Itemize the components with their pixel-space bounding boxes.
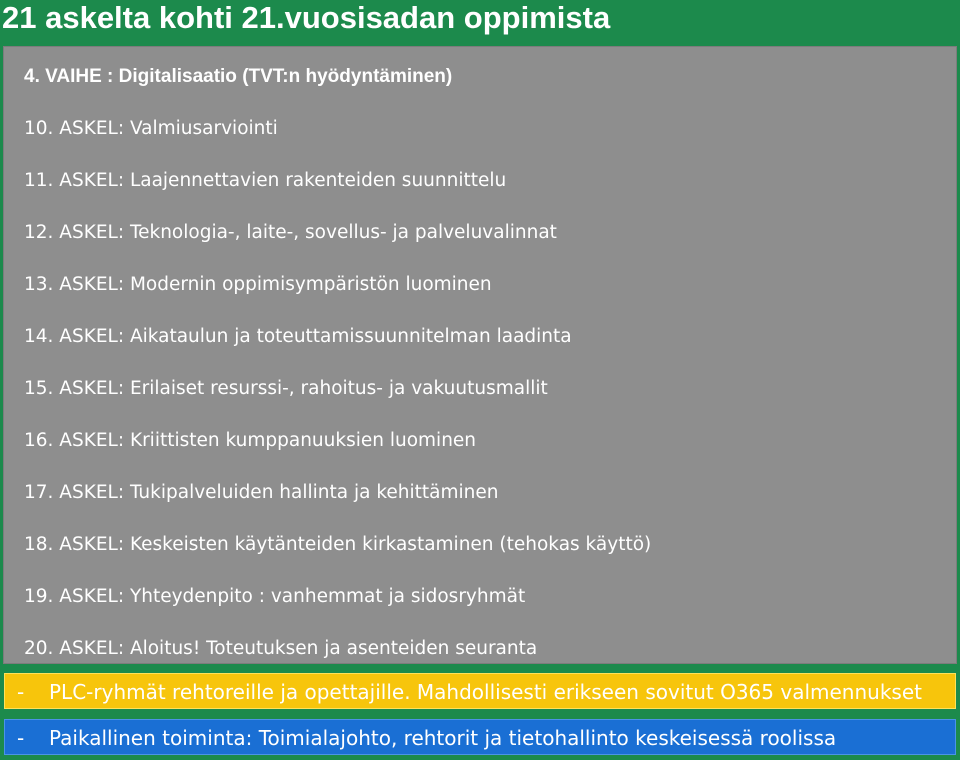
plc-training-bar: [4, 673, 956, 709]
slide-title: 21 askelta kohti 21.vuosisadan oppimista: [2, 0, 611, 35]
step-item-14: 14. ASKEL: Aikataulun ja toteuttamissuunnitelman laadinta: [24, 326, 572, 347]
local-action-text: Paikallinen toiminta: Toimialajohto, rehtorit ja tietohallinto keskeisessä roolissa: [49, 726, 837, 750]
step-item-17: 17. ASKEL: Tukipalveluiden hallinta ja kehittäminen: [24, 482, 499, 503]
step-item-12: 12. ASKEL: Teknologia-, laite-, sovellus- ja palveluvalinnat: [24, 222, 557, 243]
step-item-19: 19. ASKEL: Yhteydenpito : vanhemmat ja sidosryhmät: [24, 586, 526, 607]
plc-training-text: PLC-ryhmät rehtoreille ja opettajille. Mahdollisesti erikseen sovitut O365 valmennukset: [49, 680, 922, 704]
step-item-11: 11. ASKEL: Laajennettavien rakenteiden suunnittelu: [24, 170, 507, 191]
step-item-13: 13. ASKEL: Modernin oppimisympäristön luominen: [24, 274, 492, 295]
local-action-bar: [4, 719, 956, 755]
step-item-16: 16. ASKEL: Kriittisten kumppanuuksien luominen: [24, 430, 477, 451]
step-item-20: 20. ASKEL: Aloitus! Toteutuksen ja asenteiden seuranta: [24, 638, 538, 659]
bullet-dash: -: [17, 726, 25, 750]
phase-heading: 4. VAIHE : Digitalisaatio (TVT:n hyödyntäminen): [24, 66, 453, 87]
step-item-15: 15. ASKEL: Erilaiset resurssi-, rahoitus- ja vakuutusmallit: [24, 378, 548, 399]
bullet-dash: -: [17, 680, 25, 704]
step-item-10: 10. ASKEL: Valmiusarviointi: [24, 118, 278, 139]
steps-list: [24, 114, 651, 686]
step-item-18: 18. ASKEL: Keskeisten käytänteiden kirkastaminen (tehokas käyttö): [24, 534, 652, 555]
